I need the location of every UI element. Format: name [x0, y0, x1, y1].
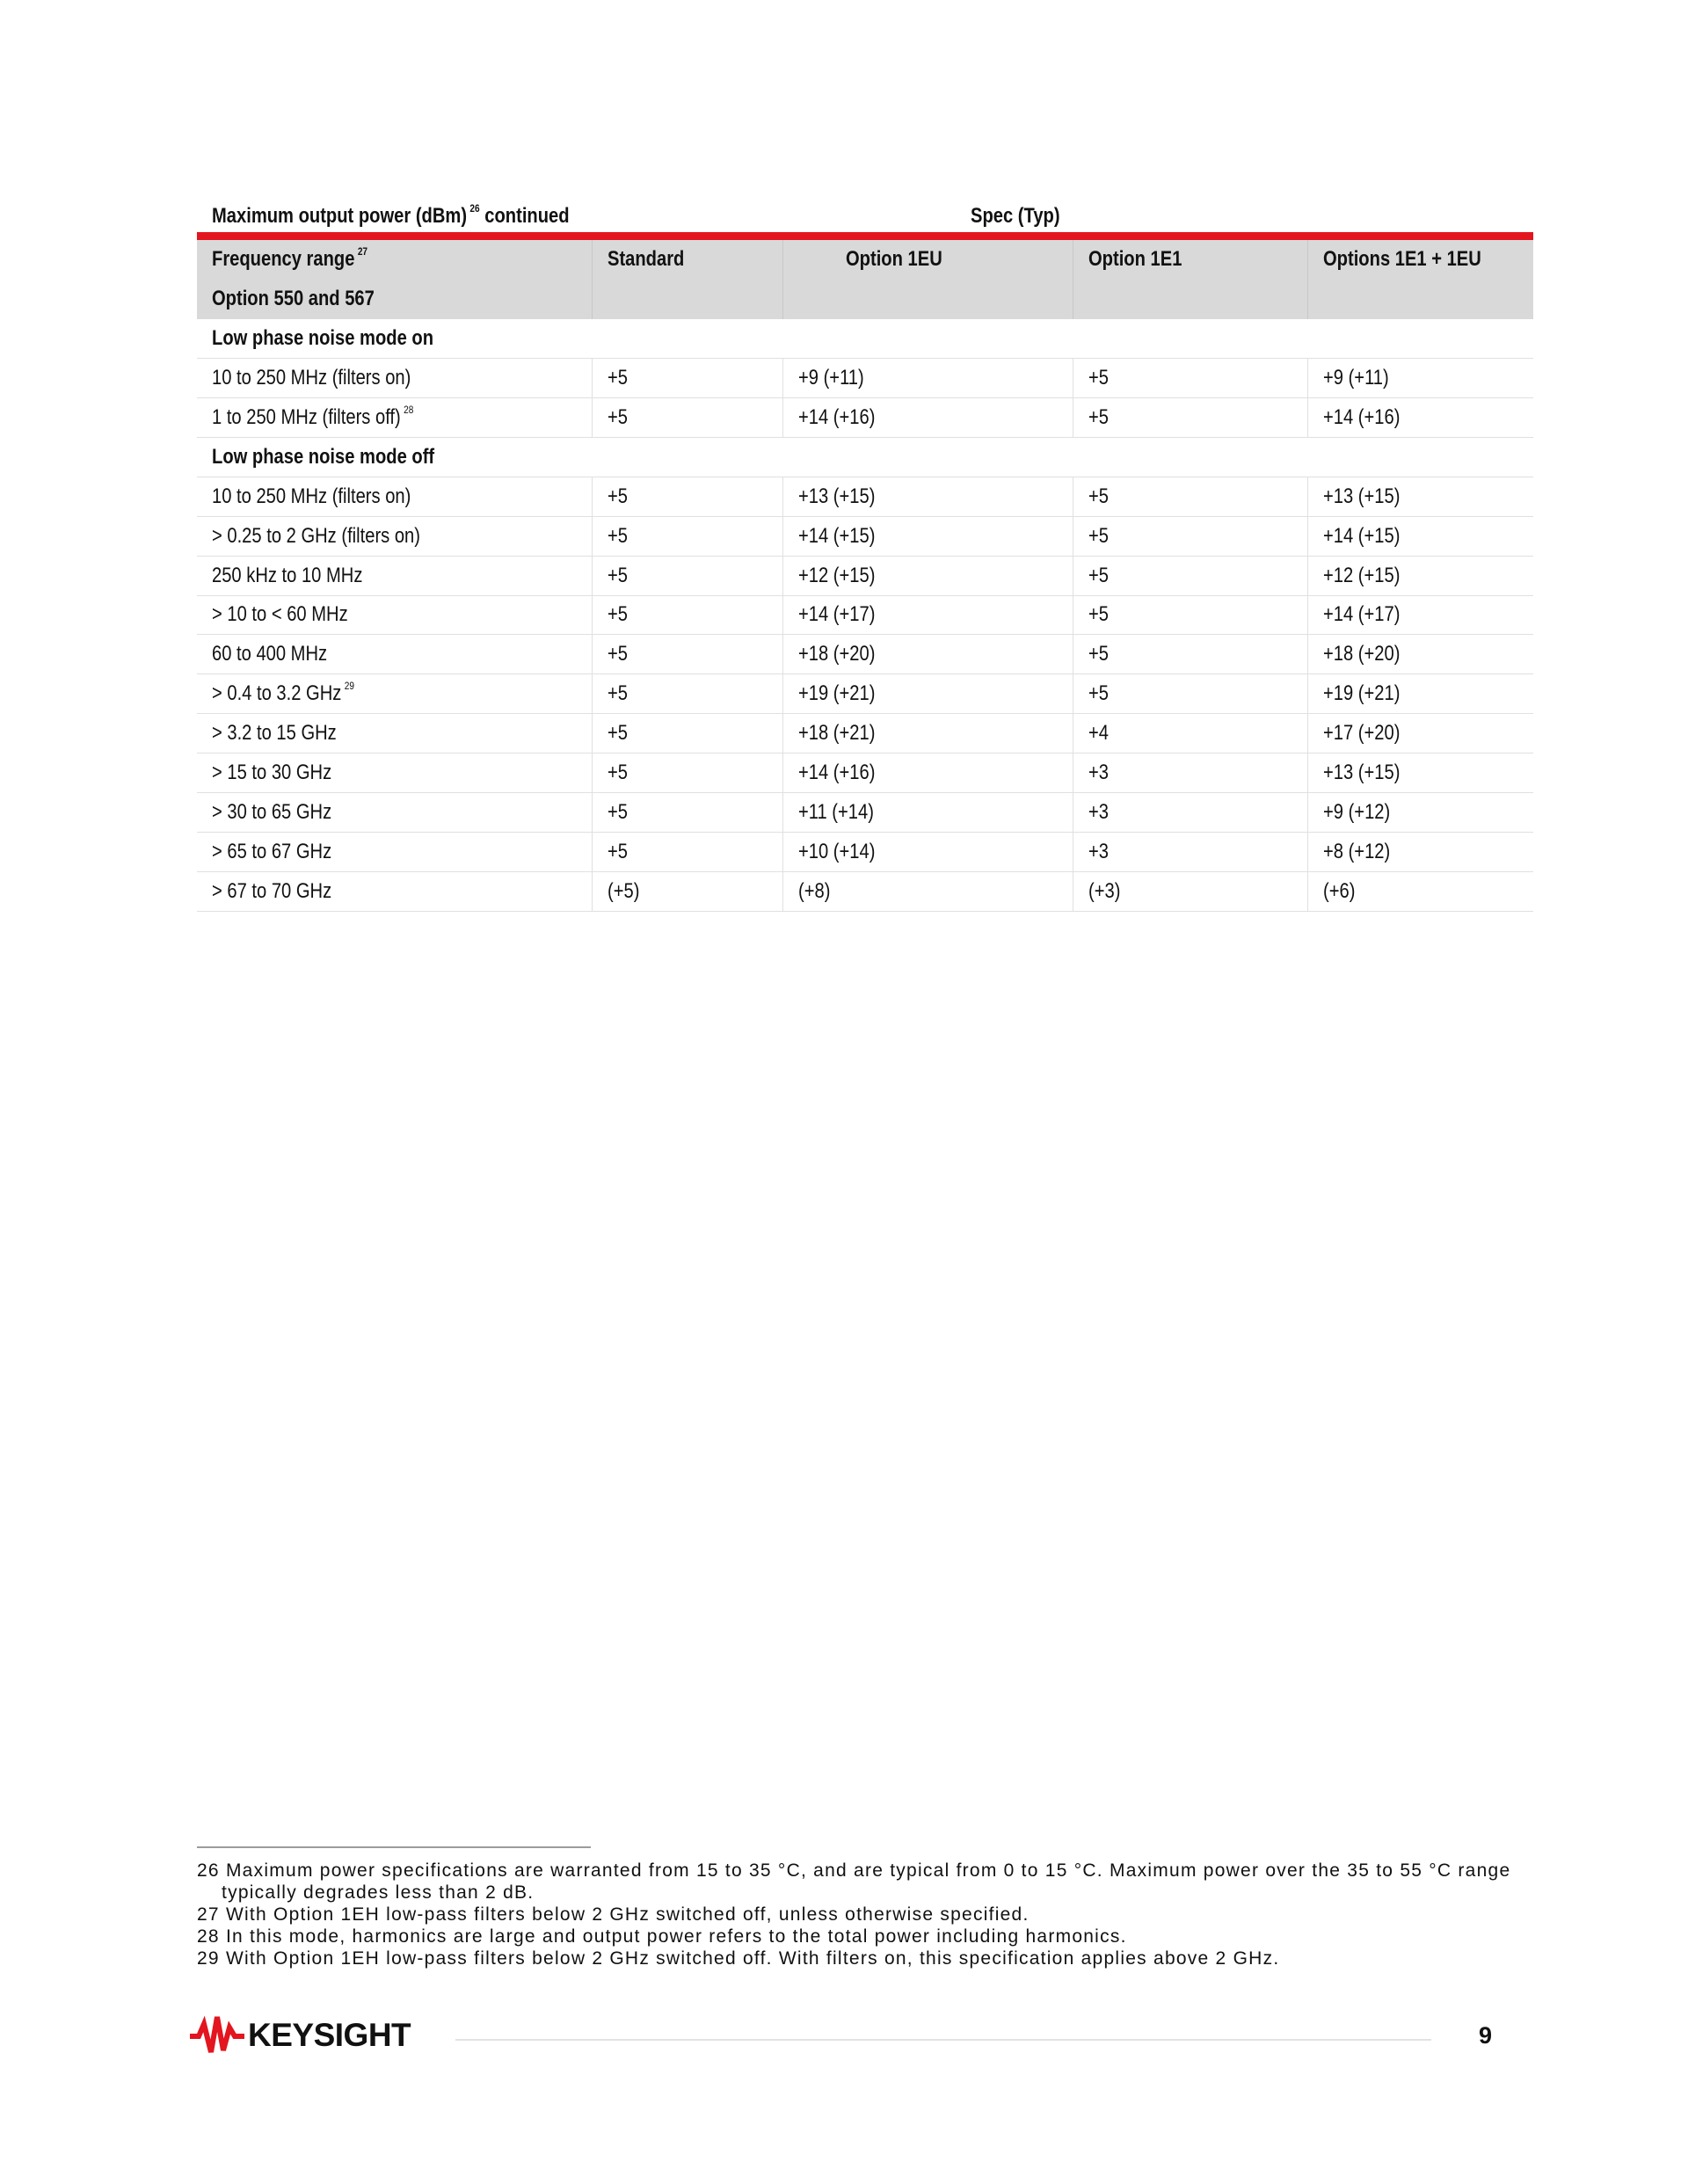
- cell-text: +18 (+20): [797, 642, 875, 666]
- cell-freq: [197, 516, 592, 556]
- cell-opt-1eu: [782, 398, 1073, 438]
- column-header-options-both-text: Options 1E1 + 1EU: [1322, 247, 1481, 272]
- cell-content: [798, 642, 875, 666]
- cell-standard: [592, 635, 782, 674]
- cell-standard: [592, 714, 782, 753]
- cell-text: +19 (+21): [1322, 681, 1400, 706]
- cell-text: > 30 to 65 GHz: [212, 799, 332, 824]
- section-header-text: Low phase noise mode off: [212, 444, 435, 469]
- cell-standard: [592, 556, 782, 595]
- cell-text: +5: [1088, 523, 1109, 548]
- cell-opt-1e1: [1073, 714, 1307, 753]
- cell-text: +14 (+16): [797, 405, 875, 429]
- cell-content: [608, 681, 628, 706]
- cell-text: +5: [607, 563, 628, 587]
- footnote-28: 28 In this mode, harmonics are large and output power refers to the total power including harmonics.: [197, 1926, 1127, 1947]
- cell-opt-1eu: [782, 792, 1073, 832]
- cell-text: +14 (+15): [1322, 523, 1400, 548]
- cell-opt-1eu: [782, 871, 1073, 911]
- table-row: [197, 753, 1533, 793]
- cell-content: [212, 366, 411, 390]
- cell-text: +12 (+15): [1322, 563, 1400, 587]
- cell-opt-both: [1307, 477, 1533, 516]
- cell-content: [1323, 800, 1390, 825]
- cell-freq: [197, 477, 592, 516]
- column-header-options-both: [1307, 240, 1533, 280]
- footnote-ref: 26: [469, 202, 480, 215]
- table-row: [197, 556, 1533, 595]
- column-header-option-1eu: [782, 240, 1073, 280]
- cell-text: 10 to 250 MHz (filters on): [212, 484, 411, 508]
- spec-typ-label: Spec (Typ): [971, 204, 1060, 228]
- cell-content: [1323, 642, 1400, 666]
- keysight-wordmark: KEYSIGHT: [248, 2017, 411, 2053]
- cell-content: [1088, 366, 1109, 390]
- cell-content: [1323, 721, 1400, 746]
- cell-text: > 65 to 67 GHz: [212, 839, 332, 863]
- cell-opt-1e1: [1073, 595, 1307, 635]
- cell-content: [212, 879, 331, 904]
- cell-opt-both: [1307, 556, 1533, 595]
- cell-text: +5: [607, 681, 628, 706]
- column-header-option-1e1: [1073, 240, 1307, 280]
- cell-text: +17 (+20): [1322, 721, 1400, 746]
- cell-content: [212, 524, 420, 549]
- footnote-ref: 27: [357, 245, 368, 258]
- cell-text: +3: [1088, 799, 1109, 824]
- table-row: [197, 832, 1533, 871]
- cell-text: +14 (+15): [797, 523, 875, 548]
- cell-text: 60 to 400 MHz: [212, 642, 328, 666]
- cell-opt-1e1: [1073, 398, 1307, 438]
- cell-opt-1e1: [1073, 792, 1307, 832]
- cell-content: [798, 721, 875, 746]
- cell-text: +8 (+12): [1322, 839, 1390, 863]
- table-row: [197, 674, 1533, 714]
- cell-text: +5: [1088, 563, 1109, 587]
- cell-text: +18 (+20): [1322, 642, 1400, 666]
- cell-content: [1088, 642, 1109, 666]
- option-subheader-text: Option 550 and 567: [212, 287, 375, 311]
- cell-content: [608, 721, 628, 746]
- cell-content: [608, 800, 628, 825]
- max-output-power-table: [197, 240, 1533, 912]
- cell-content: [1323, 761, 1400, 785]
- cell-content: [608, 524, 628, 549]
- cell-text: +5: [1088, 602, 1109, 627]
- cell-text: +9 (+12): [1322, 799, 1390, 824]
- cell-text: +5: [1088, 484, 1109, 508]
- cell-freq: [197, 871, 592, 911]
- cell-content: [608, 761, 628, 785]
- column-header-row: [197, 240, 1533, 280]
- cell-freq: [197, 714, 592, 753]
- cell-text: +5: [607, 799, 628, 824]
- cell-opt-1eu: [782, 516, 1073, 556]
- cell-content: [1088, 840, 1109, 864]
- cell-content: [212, 405, 413, 430]
- cell-opt-1eu: [782, 753, 1073, 793]
- cell-text: > 3.2 to 15 GHz: [212, 721, 337, 746]
- cell-content: [798, 840, 875, 864]
- cell-content: [1088, 879, 1120, 904]
- cell-opt-1e1: [1073, 359, 1307, 398]
- table-title-text: Maximum output power (dBm): [212, 204, 468, 228]
- cell-opt-1e1: [1073, 871, 1307, 911]
- cell-content: [608, 642, 628, 666]
- empty-cell: [1073, 280, 1307, 319]
- cell-opt-1eu: [782, 635, 1073, 674]
- cell-opt-both: [1307, 674, 1533, 714]
- cell-content: [1323, 602, 1400, 627]
- cell-freq: [197, 635, 592, 674]
- cell-content: [212, 681, 354, 706]
- cell-opt-both: [1307, 832, 1533, 871]
- cell-opt-1eu: [782, 832, 1073, 871]
- column-header-standard-text: Standard: [607, 247, 684, 272]
- table-row: [197, 792, 1533, 832]
- empty-cell: [782, 280, 1073, 319]
- cell-text: +3: [1088, 761, 1109, 785]
- header-red-rule: [197, 232, 1533, 240]
- cell-text: +5: [1088, 405, 1109, 429]
- cell-content: [212, 602, 348, 627]
- cell-standard: [592, 832, 782, 871]
- footnote-26: 26 Maximum power specifications are warranted from 15 to 35 °C, and are typical from 0 to 15 °C. Maximum power over the 35 to 55 °C range typically degrades less than 2 dB.: [197, 1860, 1511, 1903]
- cell-text: (+8): [797, 878, 830, 903]
- column-header-standard: [592, 240, 782, 280]
- cell-text: +5: [607, 405, 628, 429]
- cell-text: +5: [607, 602, 628, 627]
- section-header: [197, 437, 1533, 477]
- footnote-separator: [197, 1846, 591, 1848]
- cell-content: [608, 484, 628, 509]
- cell-freq: [197, 359, 592, 398]
- footnotes: [197, 1860, 1516, 1969]
- column-header-option-1e1-text: Option 1E1: [1088, 247, 1182, 272]
- cell-text: +14 (+17): [1322, 602, 1400, 627]
- cell-content: [1323, 840, 1390, 864]
- cell-opt-both: [1307, 516, 1533, 556]
- cell-content: [212, 484, 411, 509]
- cell-standard: [592, 871, 782, 911]
- cell-standard: [592, 477, 782, 516]
- cell-opt-both: [1307, 359, 1533, 398]
- table-row: [197, 477, 1533, 516]
- footnote-ref: 28: [404, 404, 414, 416]
- cell-opt-1e1: [1073, 753, 1307, 793]
- table-row: [197, 359, 1533, 398]
- cell-content: [798, 800, 874, 825]
- cell-content: [1323, 484, 1400, 509]
- cell-content: [798, 681, 875, 706]
- cell-text: +5: [607, 642, 628, 666]
- cell-opt-1e1: [1073, 516, 1307, 556]
- cell-content: [1323, 681, 1400, 706]
- cell-content: [608, 564, 628, 588]
- cell-content: [608, 405, 628, 430]
- cell-text: (+5): [607, 878, 639, 903]
- table-body: [197, 240, 1533, 911]
- cell-text: +10 (+14): [797, 839, 875, 863]
- cell-text: +5: [607, 761, 628, 785]
- cell-text: +5: [607, 523, 628, 548]
- cell-text: +4: [1088, 721, 1109, 746]
- cell-content: [1088, 800, 1109, 825]
- cell-text: +5: [1088, 681, 1109, 706]
- cell-standard: [592, 792, 782, 832]
- cell-freq: [197, 792, 592, 832]
- cell-text: +3: [1088, 839, 1109, 863]
- cell-opt-both: [1307, 714, 1533, 753]
- cell-standard: [592, 516, 782, 556]
- page-number: 9: [1479, 2022, 1493, 2049]
- table-row: [197, 871, 1533, 911]
- cell-text: 250 kHz to 10 MHz: [212, 563, 363, 587]
- table-title: [212, 204, 570, 229]
- cell-text: > 0.4 to 3.2 GHz: [212, 681, 342, 706]
- cell-text: +13 (+15): [1322, 484, 1400, 508]
- cell-text: +19 (+21): [797, 681, 875, 706]
- column-header-frequency: [197, 240, 592, 280]
- cell-content: [1323, 524, 1400, 549]
- cell-opt-1eu: [782, 714, 1073, 753]
- cell-content: [1088, 405, 1109, 430]
- cell-content: [798, 405, 875, 430]
- cell-content: [1323, 879, 1355, 904]
- option-subheader: [197, 280, 592, 319]
- cell-opt-1eu: [782, 595, 1073, 635]
- cell-content: [1088, 484, 1109, 509]
- cell-opt-1e1: [1073, 477, 1307, 516]
- cell-opt-1e1: [1073, 832, 1307, 871]
- cell-freq: [197, 832, 592, 871]
- cell-content: [798, 761, 875, 785]
- cell-text: +13 (+15): [1322, 761, 1400, 785]
- cell-content: [212, 800, 331, 825]
- cell-content: [212, 564, 362, 588]
- table-row: [197, 714, 1533, 753]
- cell-text: +9 (+11): [797, 366, 864, 390]
- cell-content: [798, 366, 864, 390]
- cell-content: [1088, 761, 1109, 785]
- cell-content: [1323, 564, 1400, 588]
- cell-content: [212, 840, 331, 864]
- cell-freq: [197, 674, 592, 714]
- cell-opt-1eu: [782, 477, 1073, 516]
- cell-opt-1eu: [782, 359, 1073, 398]
- cell-text: +14 (+17): [797, 602, 875, 627]
- cell-text: > 67 to 70 GHz: [212, 878, 332, 903]
- cell-text: 1 to 250 MHz (filters off): [212, 405, 401, 429]
- cell-freq: [197, 556, 592, 595]
- column-header-frequency-text: Frequency range: [212, 247, 355, 272]
- cell-opt-both: [1307, 635, 1533, 674]
- cell-content: [1088, 721, 1109, 746]
- cell-text: +9 (+11): [1322, 366, 1389, 390]
- option-subheader-row: [197, 280, 1533, 319]
- cell-freq: [197, 753, 592, 793]
- cell-opt-both: [1307, 871, 1533, 911]
- cell-standard: [592, 674, 782, 714]
- cell-text: > 10 to < 60 MHz: [212, 602, 348, 627]
- cell-text: +11 (+14): [797, 799, 874, 824]
- cell-opt-both: [1307, 792, 1533, 832]
- cell-freq: [197, 398, 592, 438]
- cell-content: [1323, 366, 1389, 390]
- cell-content: [1088, 524, 1109, 549]
- cell-content: [212, 761, 331, 785]
- cell-standard: [592, 753, 782, 793]
- cell-content: [1088, 564, 1109, 588]
- cell-text: +5: [1088, 642, 1109, 666]
- section-header-row: [197, 437, 1533, 477]
- cell-content: [798, 524, 875, 549]
- cell-text: +12 (+15): [797, 563, 875, 587]
- cell-opt-both: [1307, 595, 1533, 635]
- section-header-text: Low phase noise mode on: [212, 325, 434, 350]
- table-row: [197, 635, 1533, 674]
- cell-text: +14 (+16): [1322, 405, 1400, 429]
- cell-content: [1088, 681, 1109, 706]
- section-header: [197, 319, 1533, 359]
- cell-opt-1eu: [782, 674, 1073, 714]
- cell-text: +18 (+21): [797, 721, 875, 746]
- table-row: [197, 516, 1533, 556]
- cell-content: [608, 366, 628, 390]
- cell-content: [608, 840, 628, 864]
- cell-content: [798, 879, 830, 904]
- cell-content: [798, 602, 875, 627]
- table-title-row: [197, 200, 1533, 232]
- section-header-row: [197, 319, 1533, 359]
- cell-content: [798, 564, 875, 588]
- cell-opt-1eu: [782, 556, 1073, 595]
- cell-text: > 0.25 to 2 GHz (filters on): [212, 523, 420, 548]
- cell-opt-1e1: [1073, 635, 1307, 674]
- cell-content: [608, 879, 639, 904]
- cell-content: [608, 602, 628, 627]
- cell-content: [212, 721, 337, 746]
- footnote-29: 29 With Option 1EH low-pass filters below 2 GHz switched off. With filters on, this specification applies above 2 GHz.: [197, 1948, 1280, 1969]
- cell-content: [212, 642, 327, 666]
- cell-text: +13 (+15): [797, 484, 875, 508]
- table-title-suffix: continued: [484, 204, 570, 228]
- cell-standard: [592, 359, 782, 398]
- cell-opt-1e1: [1073, 556, 1307, 595]
- footnote-27: 27 With Option 1EH low-pass filters below 2 GHz switched off, unless otherwise specified.: [197, 1904, 1030, 1925]
- cell-text: 10 to 250 MHz (filters on): [212, 366, 411, 390]
- cell-text: > 15 to 30 GHz: [212, 761, 332, 785]
- cell-opt-both: [1307, 753, 1533, 793]
- cell-opt-1e1: [1073, 674, 1307, 714]
- column-header-option-1eu-text: Option 1EU: [845, 247, 942, 272]
- cell-opt-both: [1307, 398, 1533, 438]
- cell-content: [1088, 602, 1109, 627]
- cell-text: (+6): [1322, 878, 1355, 903]
- cell-text: (+3): [1088, 878, 1120, 903]
- cell-content: [1323, 405, 1400, 430]
- cell-freq: [197, 595, 592, 635]
- cell-text: +5: [607, 366, 628, 390]
- table-row: [197, 398, 1533, 438]
- cell-standard: [592, 595, 782, 635]
- cell-text: +5: [1088, 366, 1109, 390]
- footer-rule: [455, 2039, 1431, 2041]
- table-row: [197, 595, 1533, 635]
- footnote-ref: 29: [344, 680, 354, 693]
- keysight-logo: [190, 2013, 418, 2057]
- cell-content: [798, 484, 875, 509]
- keysight-wave-icon: [190, 2013, 244, 2057]
- cell-text: +5: [607, 484, 628, 508]
- cell-text: +5: [607, 721, 628, 746]
- empty-cell: [592, 280, 782, 319]
- cell-text: +14 (+16): [797, 761, 875, 785]
- cell-standard: [592, 398, 782, 438]
- empty-cell: [1307, 280, 1533, 319]
- cell-text: +5: [607, 839, 628, 863]
